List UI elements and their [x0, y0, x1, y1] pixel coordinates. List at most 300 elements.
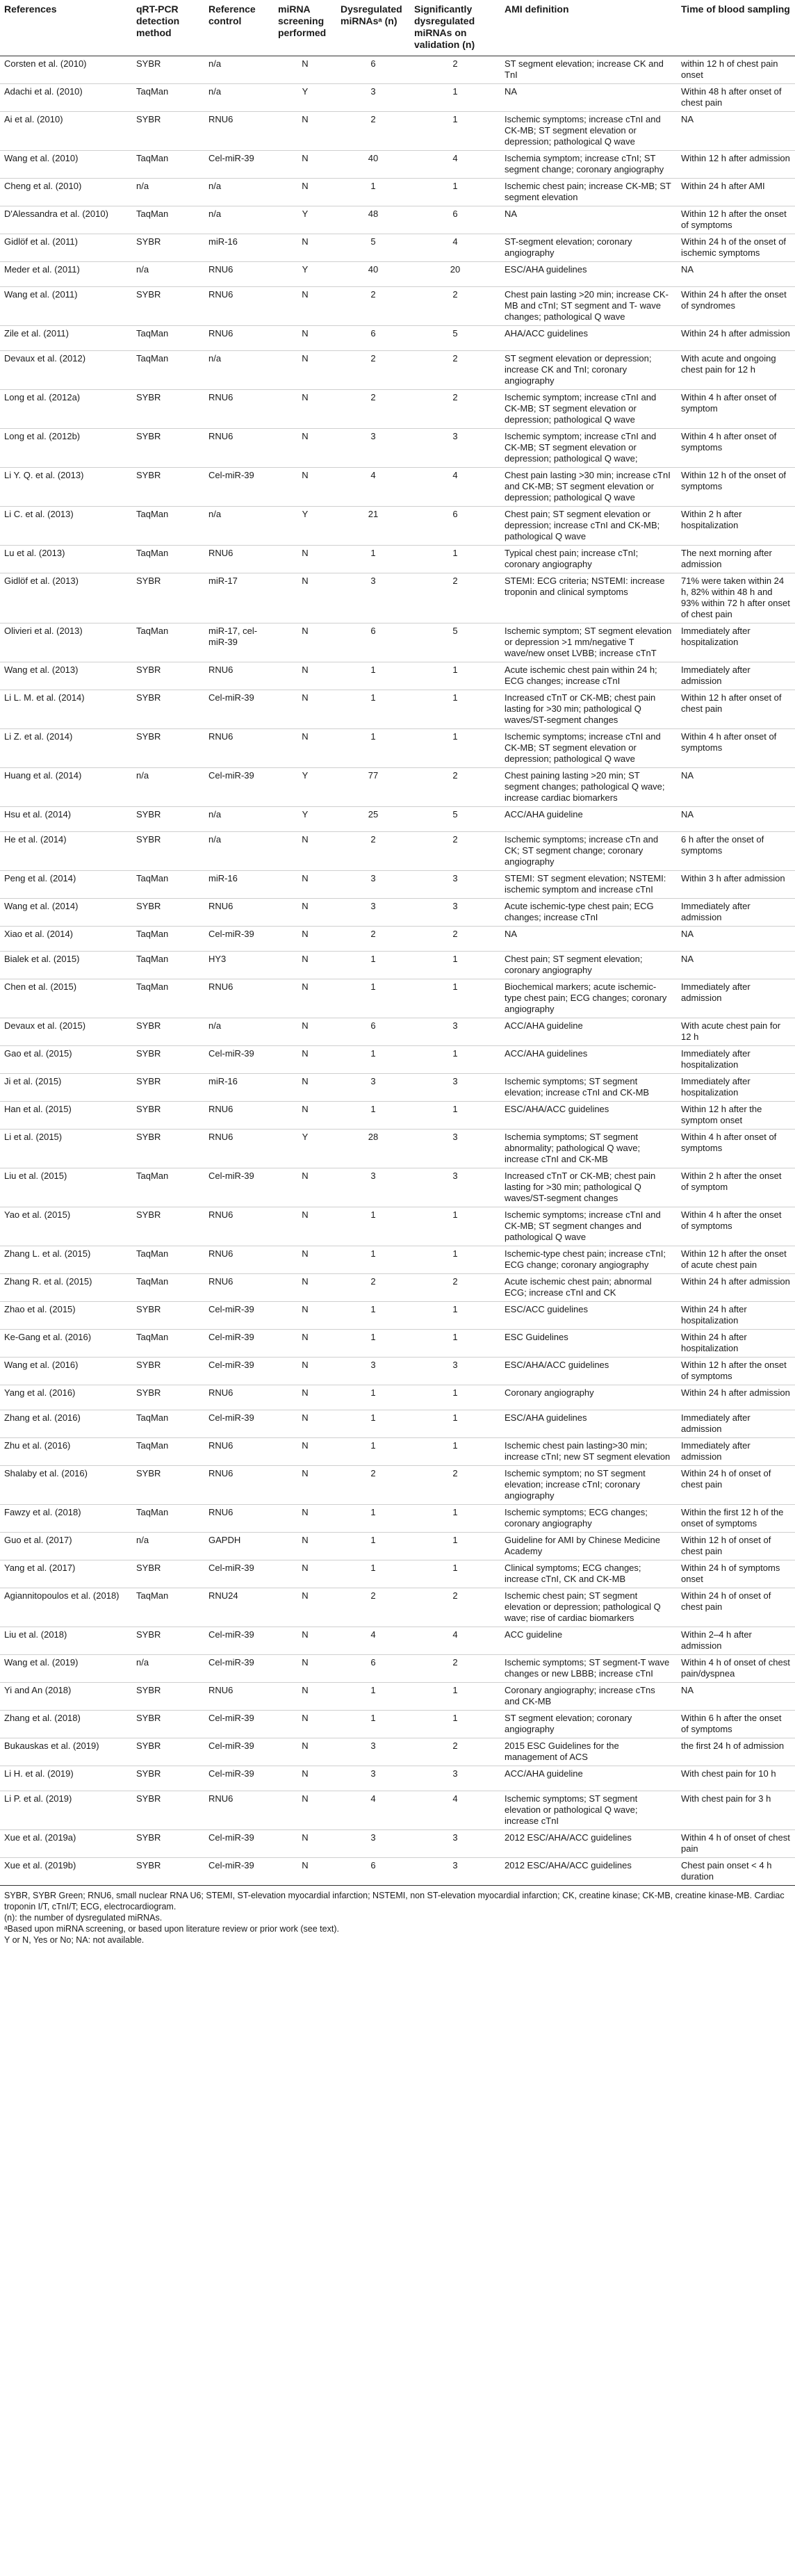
- table-row: [0, 729, 795, 768]
- header-cell: Significantly dysregulated miRNAs on validation (n): [410, 0, 500, 56]
- table-cell: 6: [410, 206, 500, 234]
- table-cell: NA: [500, 206, 677, 234]
- table-cell: 1: [410, 690, 500, 729]
- table-cell: N: [274, 546, 336, 573]
- table-cell: TaqMan: [132, 1438, 204, 1466]
- table-cell: N: [274, 1302, 336, 1330]
- table-cell: ESC/AHA guidelines: [500, 262, 677, 287]
- table-cell: With chest pain for 10 h: [677, 1766, 795, 1791]
- table-row: [0, 807, 795, 832]
- table-cell: Cel-miR-39: [204, 1655, 274, 1683]
- table-cell: SYBR: [132, 1074, 204, 1102]
- table-cell: NA: [500, 927, 677, 952]
- table-row: [0, 927, 795, 952]
- table-cell: TaqMan: [132, 1588, 204, 1627]
- table-cell: Acute ischemic-type chest pain; ECG changes; increase cTnI: [500, 899, 677, 927]
- table-cell: 2: [410, 56, 500, 84]
- table-cell: SYBR: [132, 1627, 204, 1655]
- table-cell: 1: [410, 729, 500, 768]
- table-cell: SYBR: [132, 390, 204, 429]
- table-cell: 6: [336, 326, 410, 351]
- table-cell: SYBR: [132, 729, 204, 768]
- table-cell: 4: [410, 234, 500, 262]
- table-cell: Cel-miR-39: [204, 1168, 274, 1207]
- table-cell: Within 48 h after onset of chest pain: [677, 84, 795, 112]
- table-cell: Xiao et al. (2014): [0, 927, 132, 952]
- table-cell: 3: [410, 1858, 500, 1886]
- table-cell: Liu et al. (2018): [0, 1627, 132, 1655]
- table-row: [0, 1130, 795, 1168]
- table-cell: 1: [410, 1046, 500, 1074]
- table-cell: SYBR: [132, 287, 204, 326]
- table-cell: TaqMan: [132, 206, 204, 234]
- table-cell: Immediately after admission: [677, 979, 795, 1018]
- table-cell: Coronary angiography: [500, 1385, 677, 1410]
- table-cell: 1: [410, 1246, 500, 1274]
- table-cell: SYBR: [132, 112, 204, 151]
- table-cell: Gidlöf et al. (2013): [0, 573, 132, 623]
- table-cell: Zhu et al. (2016): [0, 1438, 132, 1466]
- table-cell: N: [274, 1711, 336, 1738]
- table-cell: Wang et al. (2010): [0, 151, 132, 179]
- table-cell: Ischemia symptom; increase cTnI; ST segment change; coronary angiography: [500, 151, 677, 179]
- table-cell: Ji et al. (2015): [0, 1074, 132, 1102]
- table-cell: 2: [336, 1274, 410, 1302]
- table-cell: Y: [274, 507, 336, 546]
- table-cell: N: [274, 1830, 336, 1858]
- table-cell: 2: [410, 573, 500, 623]
- table-cell: Within the first 12 h of the onset of symptoms: [677, 1505, 795, 1533]
- table-cell: Cel-miR-39: [204, 927, 274, 952]
- table-cell: N: [274, 662, 336, 690]
- table-cell: 1: [336, 1560, 410, 1588]
- table-cell: Peng et al. (2014): [0, 871, 132, 899]
- table-cell: Chest pain lasting >20 min; increase CK-MB and cTnI; ST segment and T- wave changes; pathological Q wave: [500, 287, 677, 326]
- table-cell: 1: [336, 1246, 410, 1274]
- table-cell: Ischemic symptoms; ST segment elevation or pathological Q wave; increase cTnI: [500, 1791, 677, 1830]
- table-cell: SYBR: [132, 573, 204, 623]
- table-cell: Cel-miR-39: [204, 1858, 274, 1886]
- table-cell: SYBR: [132, 1466, 204, 1505]
- table-cell: TaqMan: [132, 351, 204, 390]
- table-cell: 6: [336, 623, 410, 662]
- table-cell: 71% were taken within 24 h, 82% within 48 h and 93% within 72 h after onset of chest pain: [677, 573, 795, 623]
- table-row: [0, 1533, 795, 1560]
- table-cell: Coronary angiography; increase cTns and CK-MB: [500, 1683, 677, 1711]
- table-cell: N: [274, 1330, 336, 1358]
- table-cell: Within 24 h after hospitalization: [677, 1330, 795, 1358]
- table-cell: 3: [410, 899, 500, 927]
- table-cell: Hsu et al. (2014): [0, 807, 132, 832]
- table-cell: Within 24 h after admission: [677, 1274, 795, 1302]
- table-cell: Within 24 h of the onset of ischemic symptoms: [677, 234, 795, 262]
- table-cell: Biochemical markers; acute ischemic-type chest pain; ECG changes; coronary angiography: [500, 979, 677, 1018]
- table-cell: Agiannitopoulos et al. (2018): [0, 1588, 132, 1627]
- table-cell: Bialek et al. (2015): [0, 952, 132, 979]
- table-cell: Within 12 h after admission: [677, 151, 795, 179]
- table-cell: Within 24 h of onset of chest pain: [677, 1588, 795, 1627]
- table-cell: 6 h after the onset of symptoms: [677, 832, 795, 871]
- table-cell: TaqMan: [132, 1410, 204, 1438]
- table-cell: 4: [410, 1791, 500, 1830]
- table-cell: Ischemic symptoms; increase cTn and CK; ST segment change; coronary angiography: [500, 832, 677, 871]
- table-cell: Immediately after admission: [677, 899, 795, 927]
- header-cell: Time of blood sampling: [677, 0, 795, 56]
- table-cell: N: [274, 1655, 336, 1683]
- table-cell: SYBR: [132, 1385, 204, 1410]
- table-cell: Ischemic chest pain lasting>30 min; increase cTnI; new ST segment elevation: [500, 1438, 677, 1466]
- table-cell: Within 24 h after AMI: [677, 179, 795, 206]
- table-cell: N: [274, 1018, 336, 1046]
- table-cell: Guo et al. (2017): [0, 1533, 132, 1560]
- table-cell: Wang et al. (2011): [0, 287, 132, 326]
- table-cell: SYBR: [132, 690, 204, 729]
- table-cell: Ischemic symptom; ST segment elevation or depression >1 mm/negative T wave/new onset LVBB; increase cTnT: [500, 623, 677, 662]
- header-row: [0, 0, 795, 56]
- table-cell: Lu et al. (2013): [0, 546, 132, 573]
- table-cell: N: [274, 979, 336, 1018]
- table-cell: ACC/AHA guideline: [500, 1018, 677, 1046]
- table-cell: ESC Guidelines: [500, 1330, 677, 1358]
- table-cell: 6: [336, 1018, 410, 1046]
- table-cell: Within 2 h after hospitalization: [677, 507, 795, 546]
- table-row: [0, 468, 795, 507]
- table-cell: Cel-miR-39: [204, 1830, 274, 1858]
- table-cell: GAPDH: [204, 1533, 274, 1560]
- table-cell: n/a: [204, 84, 274, 112]
- table-cell: Within 24 h after admission: [677, 326, 795, 351]
- table-cell: RNU6: [204, 1385, 274, 1410]
- table-cell: Adachi et al. (2010): [0, 84, 132, 112]
- table-cell: 1: [336, 662, 410, 690]
- table-cell: 1: [336, 1207, 410, 1246]
- table-cell: 4: [336, 1791, 410, 1830]
- table-cell: N: [274, 729, 336, 768]
- table-cell: N: [274, 151, 336, 179]
- table-cell: 25: [336, 807, 410, 832]
- table-cell: Xue et al. (2019a): [0, 1830, 132, 1858]
- table-cell: Typical chest pain; increase cTnI; coronary angiography: [500, 546, 677, 573]
- table-cell: N: [274, 1683, 336, 1711]
- table-row: [0, 1302, 795, 1330]
- table-cell: 3: [410, 1168, 500, 1207]
- table-cell: N: [274, 832, 336, 871]
- table-cell: N: [274, 690, 336, 729]
- table-row: [0, 1046, 795, 1074]
- table-cell: 3: [410, 1830, 500, 1858]
- table-cell: Within 12 h after the onset of acute chest pain: [677, 1246, 795, 1274]
- table-cell: n/a: [132, 768, 204, 807]
- table-cell: Long et al. (2012b): [0, 429, 132, 468]
- table-row: [0, 1655, 795, 1683]
- table-cell: 21: [336, 507, 410, 546]
- table-row: [0, 234, 795, 262]
- table-cell: 2: [336, 832, 410, 871]
- table-cell: D'Alessandra et al. (2010): [0, 206, 132, 234]
- table-row: [0, 623, 795, 662]
- table-cell: 1: [410, 1711, 500, 1738]
- table-cell: 3: [410, 1130, 500, 1168]
- table-cell: TaqMan: [132, 1168, 204, 1207]
- table-cell: N: [274, 1358, 336, 1385]
- table-row: [0, 287, 795, 326]
- table-cell: Within 24 h after the onset of syndromes: [677, 287, 795, 326]
- table-cell: 1: [410, 1533, 500, 1560]
- table-cell: Ai et al. (2010): [0, 112, 132, 151]
- table-cell: 2: [336, 351, 410, 390]
- table-cell: Within 12 h after the onset of symptoms: [677, 206, 795, 234]
- table-cell: NA: [500, 84, 677, 112]
- table-cell: 40: [336, 151, 410, 179]
- table-cell: 40: [336, 262, 410, 287]
- footnote: Y or N, Yes or No; NA: not available.: [4, 1935, 145, 1945]
- table-cell: SYBR: [132, 1130, 204, 1168]
- table-cell: Gao et al. (2015): [0, 1046, 132, 1074]
- table-cell: N: [274, 899, 336, 927]
- table-cell: ACC/AHA guideline: [500, 1766, 677, 1791]
- table-row: [0, 1385, 795, 1410]
- table-cell: Ischemic chest pain; ST segment elevation or depression; pathological Q wave; rise of cardiac biomarkers: [500, 1588, 677, 1627]
- table-cell: 6: [336, 1655, 410, 1683]
- table-cell: N: [274, 1627, 336, 1655]
- table-cell: n/a: [132, 179, 204, 206]
- table-cell: Ischemic chest pain; increase CK-MB; ST segment elevation: [500, 179, 677, 206]
- table-cell: 1: [410, 1302, 500, 1330]
- table-cell: SYBR: [132, 56, 204, 84]
- table-cell: TaqMan: [132, 979, 204, 1018]
- table-cell: ESC/AHA/ACC guidelines: [500, 1358, 677, 1385]
- table-cell: SYBR: [132, 1766, 204, 1791]
- table-cell: 1: [336, 1330, 410, 1358]
- table-cell: Within 4 h after onset of symptom: [677, 390, 795, 429]
- table-cell: Within 12 h after onset of chest pain: [677, 690, 795, 729]
- table-cell: SYBR: [132, 1858, 204, 1886]
- table-cell: 3: [410, 1358, 500, 1385]
- table-cell: Within 6 h after the onset of symptoms: [677, 1711, 795, 1738]
- table-cell: 1: [336, 979, 410, 1018]
- table-footnotes: [0, 1886, 795, 1946]
- table-cell: SYBR: [132, 429, 204, 468]
- table-row: [0, 262, 795, 287]
- table-cell: ST segment elevation or depression; increase CK and TnI; coronary angiography: [500, 351, 677, 390]
- table-cell: NA: [677, 112, 795, 151]
- table-cell: 2: [336, 1588, 410, 1627]
- table-cell: 3: [336, 899, 410, 927]
- table-row: [0, 871, 795, 899]
- table-cell: Y: [274, 768, 336, 807]
- table-cell: 2: [410, 1588, 500, 1627]
- table-row: [0, 1330, 795, 1358]
- table-cell: N: [274, 179, 336, 206]
- table-cell: 2: [410, 768, 500, 807]
- table-cell: N: [274, 326, 336, 351]
- table-cell: Ischemic symptom; increase cTnI and CK-MB; ST segment elevation or depression; pathological Q wave: [500, 390, 677, 429]
- table-cell: Y: [274, 1130, 336, 1168]
- table-cell: 4: [336, 1627, 410, 1655]
- table-cell: 1: [410, 662, 500, 690]
- table-cell: 6: [336, 56, 410, 84]
- table-cell: 1: [336, 1711, 410, 1738]
- table-cell: Zhang et al. (2018): [0, 1711, 132, 1738]
- table-cell: 3: [336, 1168, 410, 1207]
- table-cell: 1: [410, 179, 500, 206]
- table-cell: 1: [410, 1683, 500, 1711]
- table-cell: 1: [336, 1102, 410, 1130]
- table-cell: N: [274, 1246, 336, 1274]
- table-cell: N: [274, 1168, 336, 1207]
- table-cell: Devaux et al. (2012): [0, 351, 132, 390]
- table-cell: Yang et al. (2017): [0, 1560, 132, 1588]
- table-row: [0, 390, 795, 429]
- table-cell: Within 12 h after the symptom onset: [677, 1102, 795, 1130]
- table-cell: N: [274, 1102, 336, 1130]
- table-cell: Immediately after admission: [677, 662, 795, 690]
- table-cell: TaqMan: [132, 1330, 204, 1358]
- table-cell: 3: [410, 871, 500, 899]
- table-cell: Chest pain; ST segment elevation or depression; increase cTnI and CK-MB; pathological Q wave: [500, 507, 677, 546]
- table-cell: NA: [677, 1683, 795, 1711]
- table-row: [0, 1246, 795, 1274]
- table-cell: 3: [410, 1018, 500, 1046]
- table-cell: N: [274, 1046, 336, 1074]
- table-cell: Devaux et al. (2015): [0, 1018, 132, 1046]
- header-cell: miRNA screening performed: [274, 0, 336, 56]
- table-row: [0, 1588, 795, 1627]
- table-row: [0, 979, 795, 1018]
- table-cell: RNU6: [204, 1438, 274, 1466]
- table-cell: Cel-miR-39: [204, 468, 274, 507]
- table-cell: 3: [410, 1766, 500, 1791]
- table-cell: Y: [274, 807, 336, 832]
- table-cell: SYBR: [132, 1207, 204, 1246]
- table-cell: N: [274, 871, 336, 899]
- table-cell: 3: [336, 1074, 410, 1102]
- table-cell: Within 4 h of onset of chest pain: [677, 1830, 795, 1858]
- table-cell: Chest pain lasting >30 min; increase cTnI and CK-MB; ST segment elevation or depression; pathological Q wave: [500, 468, 677, 507]
- table-cell: With acute and ongoing chest pain for 12 h: [677, 351, 795, 390]
- table-cell: Cel-miR-39: [204, 1046, 274, 1074]
- table-cell: 1: [336, 1438, 410, 1466]
- table-cell: n/a: [204, 206, 274, 234]
- table-row: [0, 1738, 795, 1766]
- table-cell: N: [274, 623, 336, 662]
- table-cell: Within 24 h of onset of chest pain: [677, 1466, 795, 1505]
- table-cell: N: [274, 1207, 336, 1246]
- table-cell: n/a: [132, 1655, 204, 1683]
- table-row: [0, 1018, 795, 1046]
- table-cell: SYBR: [132, 1302, 204, 1330]
- table-cell: ACC/AHA guidelines: [500, 1046, 677, 1074]
- table-cell: RNU6: [204, 287, 274, 326]
- table-cell: 1: [336, 729, 410, 768]
- table-cell: N: [274, 1438, 336, 1466]
- table-cell: Long et al. (2012a): [0, 390, 132, 429]
- table-cell: Xue et al. (2019b): [0, 1858, 132, 1886]
- table-cell: 2: [410, 927, 500, 952]
- table-cell: Corsten et al. (2010): [0, 56, 132, 84]
- table-cell: SYBR: [132, 1018, 204, 1046]
- table-cell: Ischemic symptoms; ST segment elevation; increase cTnI and CK-MB: [500, 1074, 677, 1102]
- table-cell: Chest pain onset < 4 h duration: [677, 1858, 795, 1886]
- table-cell: 5: [336, 234, 410, 262]
- table-cell: Guideline for AMI by Chinese Medicine Academy: [500, 1533, 677, 1560]
- table-cell: 2: [410, 351, 500, 390]
- table-cell: Zhang L. et al. (2015): [0, 1246, 132, 1274]
- table-cell: RNU6: [204, 390, 274, 429]
- table-cell: 1: [336, 1505, 410, 1533]
- table-cell: Cheng et al. (2010): [0, 179, 132, 206]
- table-cell: Within 2 h after the onset of symptom: [677, 1168, 795, 1207]
- table-cell: TaqMan: [132, 84, 204, 112]
- table-cell: n/a: [132, 1533, 204, 1560]
- table-cell: Zhang et al. (2016): [0, 1410, 132, 1438]
- table-cell: Cel-miR-39: [204, 1410, 274, 1438]
- table-cell: SYBR: [132, 1683, 204, 1711]
- table-cell: 48: [336, 206, 410, 234]
- table-cell: RNU6: [204, 1274, 274, 1302]
- table-cell: RNU6: [204, 112, 274, 151]
- table-cell: N: [274, 1766, 336, 1791]
- table-cell: RNU6: [204, 1207, 274, 1246]
- table-cell: Within 4 h after onset of symptoms: [677, 729, 795, 768]
- table-cell: Zhang R. et al. (2015): [0, 1274, 132, 1302]
- table-cell: Chest paining lasting >20 min; ST segment changes; pathological Q wave; increase cardiac biomarkers: [500, 768, 677, 807]
- table-cell: miR-17: [204, 573, 274, 623]
- table-cell: Within 24 h of symptoms onset: [677, 1560, 795, 1588]
- table-cell: 4: [410, 151, 500, 179]
- table-cell: SYBR: [132, 899, 204, 927]
- table-cell: miR-16: [204, 1074, 274, 1102]
- table-cell: NA: [677, 952, 795, 979]
- table-cell: Immediately after admission: [677, 1410, 795, 1438]
- table-cell: Li et al. (2015): [0, 1130, 132, 1168]
- table-cell: 1: [410, 84, 500, 112]
- table-cell: TaqMan: [132, 151, 204, 179]
- table-cell: 4: [336, 468, 410, 507]
- table-cell: Cel-miR-39: [204, 1738, 274, 1766]
- table-cell: STEMI: ST segment elevation; NSTEMI: ischemic symptom and increase cTnI: [500, 871, 677, 899]
- table-cell: 1: [410, 1438, 500, 1466]
- table-cell: n/a: [204, 179, 274, 206]
- table-cell: NA: [677, 262, 795, 287]
- table-cell: Yi and An (2018): [0, 1683, 132, 1711]
- table-cell: SYBR: [132, 234, 204, 262]
- table-cell: Cel-miR-39: [204, 1330, 274, 1358]
- table-cell: N: [274, 1410, 336, 1438]
- header-cell: Reference control: [204, 0, 274, 56]
- table-cell: HY3: [204, 952, 274, 979]
- table-cell: miR-16: [204, 871, 274, 899]
- table-cell: 1: [336, 1410, 410, 1438]
- table-cell: Within 12 h after the onset of symptoms: [677, 1358, 795, 1385]
- table-cell: 4: [410, 468, 500, 507]
- table-row: [0, 1207, 795, 1246]
- table-row: [0, 1274, 795, 1302]
- table-cell: Within 12 h of the onset of symptoms: [677, 468, 795, 507]
- table-cell: Within 4 h of onset of chest pain/dyspnea: [677, 1655, 795, 1683]
- table-row: [0, 573, 795, 623]
- table-cell: SYBR: [132, 1102, 204, 1130]
- table-cell: Huang et al. (2014): [0, 768, 132, 807]
- table-row: [0, 206, 795, 234]
- table-cell: N: [274, 1385, 336, 1410]
- table-cell: 1: [410, 952, 500, 979]
- table-cell: N: [274, 468, 336, 507]
- table-cell: Li L. M. et al. (2014): [0, 690, 132, 729]
- table-cell: ESC/AHA/ACC guidelines: [500, 1102, 677, 1130]
- header-cell: AMI definition: [500, 0, 677, 56]
- table-cell: Li P. et al. (2019): [0, 1791, 132, 1830]
